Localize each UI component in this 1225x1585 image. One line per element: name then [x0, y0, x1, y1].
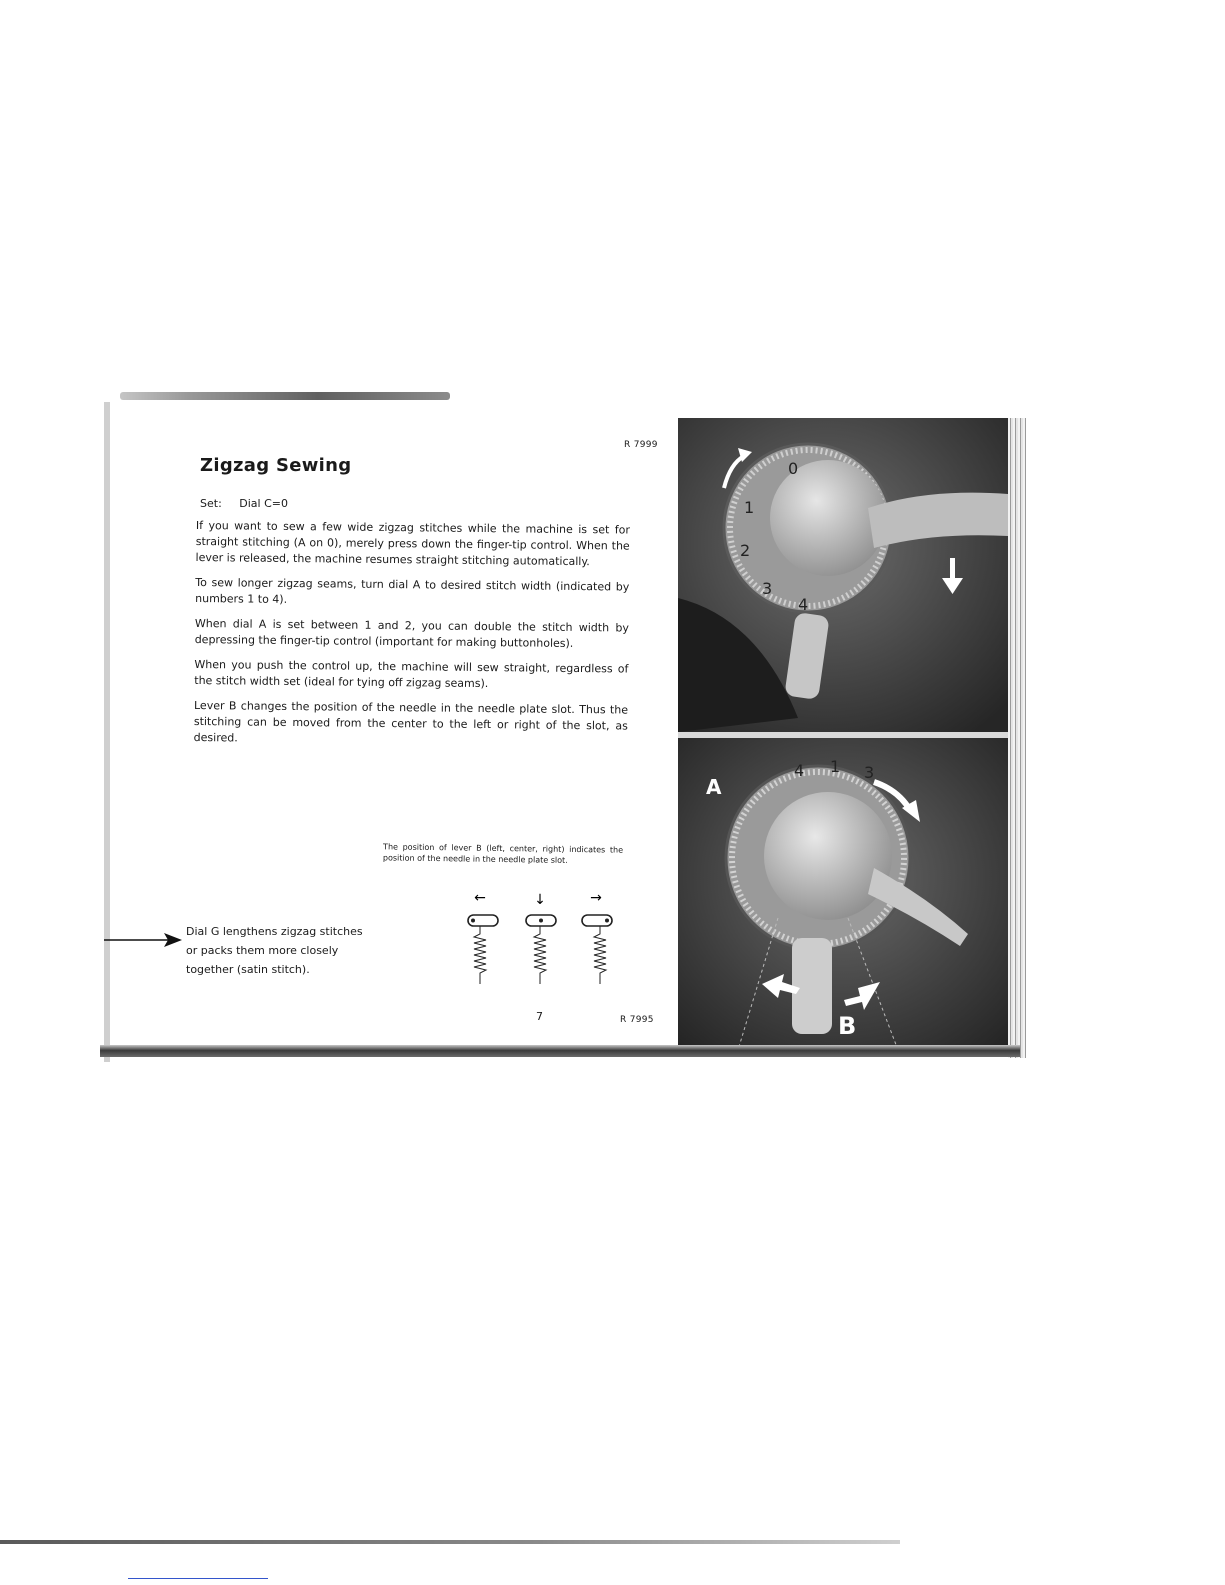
dial-number: 1	[830, 757, 841, 776]
needle-point-center	[539, 919, 543, 923]
zigzag-stitch-center	[534, 926, 546, 984]
zigzag-stitch-left	[474, 926, 486, 984]
page-bottom-edge	[100, 1045, 1020, 1057]
paragraph: When you push the control up, the machine will sew straight, regardless of the stitch width set (ideal for tying off zigzag seams).	[194, 657, 629, 691]
needle-position-diagram	[458, 892, 628, 996]
scan-bottom-edge	[0, 1540, 900, 1544]
paragraph: Lever B changes the position of the needle in the needle plate slot. Thus the stitching can be moved from the center to the left or right of the slot, as desired.	[193, 698, 629, 745]
arrow-down: ↓	[534, 892, 546, 908]
paragraph: To sew longer zigzag seams, turn dial A to desired stitch width (indicated by numbers 1 to 4).	[195, 575, 630, 606]
pointer-arrow-icon	[104, 930, 184, 954]
scan-edge-top	[120, 392, 450, 400]
dial-number: 3	[864, 763, 875, 782]
blue-rule	[128, 1578, 268, 1579]
dial-number: 1	[744, 498, 755, 517]
page-stack-edge	[1008, 418, 1026, 1058]
instructions	[194, 518, 630, 760]
setting-line	[200, 497, 288, 510]
needle-point-left	[471, 919, 475, 923]
needle-point-right	[605, 919, 609, 923]
dial-number: 0	[788, 459, 799, 478]
zigzag-stitch-right	[594, 926, 606, 984]
caption-lever-b: The position of lever B (left, center, right) indicates the position of the needle in the needle plate slot.	[382, 842, 624, 865]
dial-number: 3	[762, 579, 773, 598]
arrow-left: ←	[474, 892, 486, 906]
page-number: 7	[536, 1010, 543, 1023]
page-title: Zigzag Sewing	[200, 455, 352, 476]
photo-stitch-width-dial	[678, 418, 1008, 732]
photo-needle-position-lever	[678, 738, 1008, 1050]
reference-code-top: R 7999	[624, 440, 658, 450]
label-a: A	[706, 775, 722, 799]
arrow-right: →	[590, 892, 602, 906]
paragraph: If you want to sew a few wide zigzag stitches while the machine is set for straight stitching (A on 0), merely press down the finger-tip control. When the lever is released, the machine resumes straight stitching automatically.	[195, 518, 630, 569]
caption-dial-g: Dial G lengthens zigzag stitches or packs them more closely together (satin stitch).	[186, 925, 363, 976]
dial-number: 4	[794, 761, 805, 780]
paragraph: When dial A is set between 1 and 2, you can double the stitch width by depressing the finger-tip control (important for making buttonholes).	[194, 616, 629, 650]
dial-number: 4	[798, 595, 809, 614]
reference-code-bottom: R 7995	[620, 1015, 654, 1025]
set-label: Set:	[200, 497, 222, 510]
dial-number: 2	[740, 541, 751, 560]
set-value: Dial C=0	[239, 497, 288, 510]
label-b: B	[838, 1012, 857, 1040]
